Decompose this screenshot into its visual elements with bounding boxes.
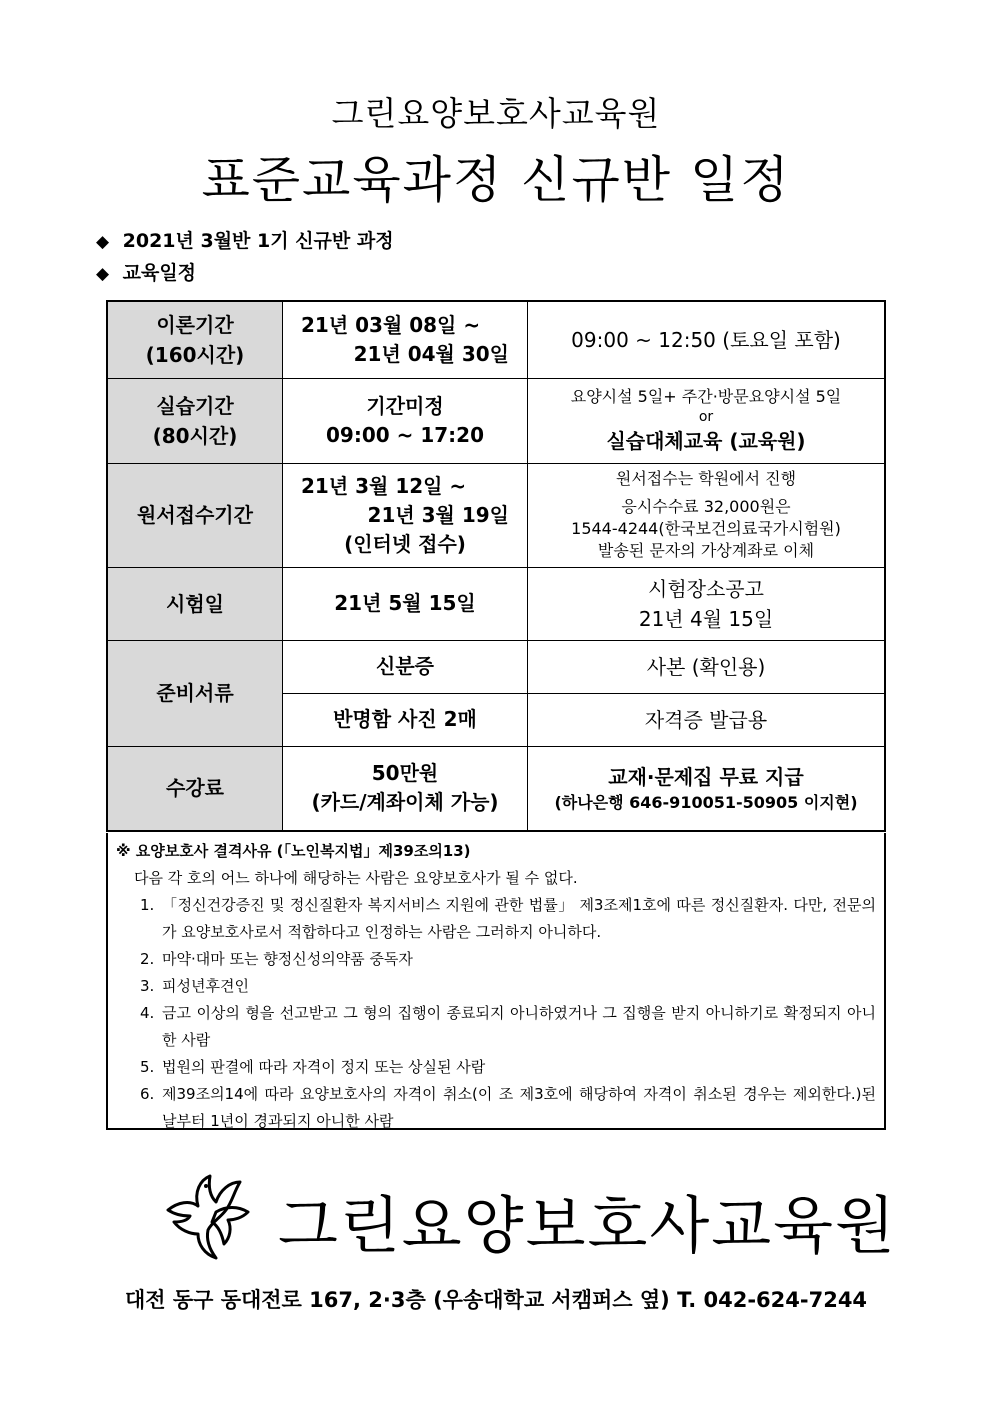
practice-hours: (80시간) xyxy=(152,423,238,448)
documents-item-cell xyxy=(283,693,528,746)
documents-id-note: 사본 (확인용) xyxy=(646,654,766,679)
theory-time: 09:00 ~ 12:50 (토요일 포함) xyxy=(571,327,841,352)
theory-label-cell xyxy=(107,301,283,378)
documents-label: 준비서류 xyxy=(156,681,234,705)
list-item-number: 6. xyxy=(140,1085,155,1103)
practice-alternative: 실습대체교육 (교육원) xyxy=(606,428,806,453)
list-item-text: 피성년후견인 xyxy=(162,977,249,995)
list-item-text: 법원의 판결에 따라 자격이 정지 또는 상실된 사람 xyxy=(162,1058,486,1076)
list-item xyxy=(116,892,876,946)
list-item-text: 금고 이상의 형을 선고받고 그 형의 집행이 종료되지 아니하였거나 그 집행을 받지 아니하기로 확정되지 아니한 사람 xyxy=(162,1004,876,1049)
list-item-text: 「정신건강증진 및 정신질환자 복지서비스 지원에 관한 법률」 제3조제1호에 따른 정신질환자. 다만, 전문의가 요양보호사로서 적합하다고 인정하는 사람은 그러하지 아니하다. xyxy=(162,896,876,941)
footer-academy-name: 그린요양보호사교육원 xyxy=(278,1189,897,1262)
practice-period: 기간미정 xyxy=(366,393,444,418)
exam-venue-date: 21년 4월 15일 xyxy=(638,606,774,631)
application-label: 원서접수기간 xyxy=(137,503,253,527)
theory-end-date: 21년 04월 30일 xyxy=(353,341,509,366)
table-row-practice xyxy=(107,378,885,463)
dove-icon xyxy=(160,1172,260,1262)
fee-payment: (카드/계좌이체 가능) xyxy=(311,790,499,815)
application-start-date: 21년 3월 12일 ~ xyxy=(301,473,467,498)
table-row-exam xyxy=(107,567,885,640)
fee-label: 수강료 xyxy=(166,776,224,801)
application-detail-cell xyxy=(528,463,886,567)
documents-id-card: 신분증 xyxy=(376,654,434,678)
exam-label: 시험일 xyxy=(166,591,224,616)
application-end-date: 21년 3월 19일 xyxy=(367,502,509,527)
table-row-documents-1 xyxy=(107,640,885,693)
notes-title: ※ 요양보호사 결격사유 (「노인복지법」제39조의13) xyxy=(116,842,471,860)
exam-date-cell xyxy=(283,567,528,640)
schedule-text: 교육일정 xyxy=(122,262,197,284)
application-label-cell xyxy=(107,463,283,567)
documents-photo: 반명함 사진 2매 xyxy=(333,707,477,731)
footer-logo xyxy=(160,1172,897,1262)
fee-amount: 50만원 xyxy=(371,761,439,786)
application-transfer: 발송된 문자의 가상계좌로 이체 xyxy=(597,541,815,560)
theory-hours: (160시간) xyxy=(145,342,245,367)
schedule-bullet xyxy=(96,258,196,285)
application-note: 원서접수는 학원에서 진행 xyxy=(615,469,797,488)
practice-or: or xyxy=(698,408,714,425)
practice-label: 실습기간 xyxy=(156,393,234,418)
exam-detail-cell xyxy=(528,567,886,640)
table-row-theory xyxy=(107,301,885,378)
list-item-number: 2. xyxy=(140,950,155,968)
list-item-number: 3. xyxy=(140,977,155,995)
documents-label-cell xyxy=(107,640,283,746)
practice-detail-cell xyxy=(528,378,886,463)
list-item xyxy=(116,1054,876,1081)
fee-bank-account: (하나은행 646-910051-50905 이지현) xyxy=(554,793,858,813)
theory-start-date: 21년 03월 08일 ~ xyxy=(301,312,481,337)
footer-address: 대전 동구 동대전로 167, 2·3층 (우송대학교 서캠퍼스 옆) T. 042-624-7244 xyxy=(124,1288,868,1312)
application-fee: 응시수수료 32,000원은 xyxy=(621,497,791,516)
list-item-number: 5. xyxy=(140,1058,155,1076)
diamond-icon: ◆ xyxy=(96,232,110,252)
course-text: 2021년 3월반 1기 신규반 과정 xyxy=(122,230,394,252)
course-bullet xyxy=(96,226,394,253)
documents-photo-note: 자격증 발급용 xyxy=(644,707,768,732)
exam-label-cell xyxy=(107,567,283,640)
documents-note-cell xyxy=(528,693,886,746)
table-row-fee xyxy=(107,746,885,831)
application-phone: 1544-4244(한국보건의료국가시험원) xyxy=(571,519,841,538)
practice-label-cell xyxy=(107,378,283,463)
fee-materials: 교재·문제집 무료 지급 xyxy=(608,765,804,790)
fee-label-cell xyxy=(107,746,283,831)
exam-venue-notice: 시험장소공고 xyxy=(648,576,764,601)
diamond-icon: ◆ xyxy=(96,264,110,284)
list-item-number: 1. xyxy=(140,896,155,914)
theory-label: 이론기간 xyxy=(156,312,234,337)
list-item xyxy=(116,1081,876,1135)
list-item-text: 마약·대마 또는 향정신성의약품 중독자 xyxy=(162,950,413,968)
exam-date: 21년 5월 15일 xyxy=(334,591,476,615)
application-date-cell xyxy=(283,463,528,567)
theory-date-cell xyxy=(283,301,528,378)
schedule-table xyxy=(106,300,886,832)
disqualification-notes xyxy=(106,833,886,1130)
practice-facility: 요양시설 5일+ 주간·방문요양시설 5일 xyxy=(570,386,842,406)
academy-name-heading: 그린요양보호사교육원 xyxy=(331,94,661,133)
table-row-application xyxy=(107,463,885,567)
notes-intro: 다음 각 호의 어느 하나에 해당하는 사람은 요양보호사가 될 수 없다. xyxy=(134,869,578,887)
documents-note-cell xyxy=(528,640,886,693)
fee-note-cell xyxy=(528,746,886,831)
practice-time: 09:00 ~ 17:20 xyxy=(325,422,484,447)
documents-item-cell xyxy=(283,640,528,693)
list-item xyxy=(116,946,876,973)
page-title: 표준교육과정 신규반 일정 xyxy=(201,151,791,209)
fee-amount-cell xyxy=(283,746,528,831)
list-item-number: 4. xyxy=(140,1004,155,1022)
application-method: (인터넷 접수) xyxy=(344,531,466,556)
theory-time-cell xyxy=(528,301,886,378)
list-item xyxy=(116,1000,876,1054)
list-item xyxy=(116,973,876,1000)
practice-period-cell xyxy=(283,378,528,463)
list-item-text: 제39조의14에 따라 요양보호사의 자격이 취소(이 조 제3호에 해당하여 자격이 취소된 경우는 제외한다.)된 날부터 1년이 경과되지 아니한 사람 xyxy=(162,1085,876,1130)
